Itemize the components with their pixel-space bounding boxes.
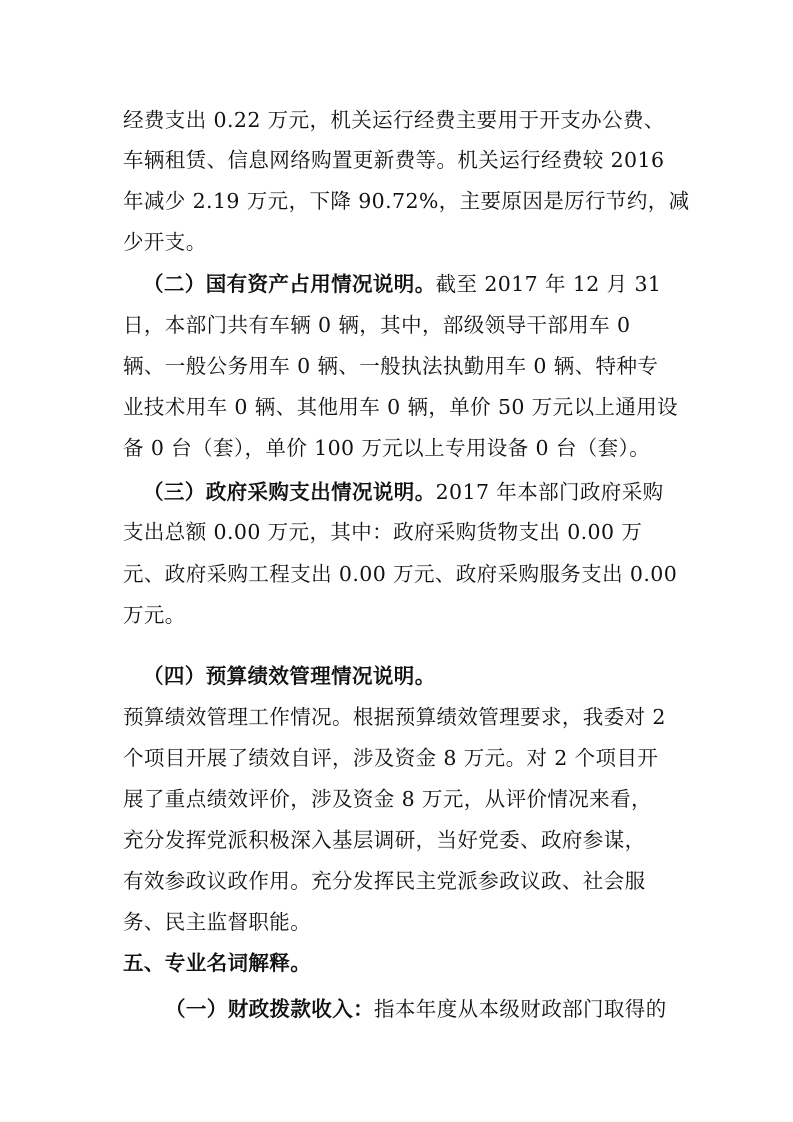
chapter-5-item-1-text: 指本年度从本级财政部门取得的 xyxy=(374,997,667,1021)
body-text-line: 日，本部门共有车辆 0 辆，其中，部级领导干部用车 0 xyxy=(123,313,631,337)
body-text-line: 业技术用车 0 辆、其他用车 0 辆，单价 50 万元以上通用设 xyxy=(123,395,679,419)
body-text-line: 少开支。 xyxy=(123,230,207,254)
section-2-first-line-text: 截至 2017 年 12 月 31 xyxy=(435,272,662,296)
body-text-line: 元、政府采购工程支出 0.00 万元、政府采购服务支出 0.00 xyxy=(123,562,678,586)
section-3-first-line-text: 2017 年本部门政府采购 xyxy=(435,480,664,504)
section-4-heading: （四）预算绩效管理情况说明。 xyxy=(143,664,436,688)
body-text-line: 充分发挥党派积极深入基层调研，当好党委、政府参谋， xyxy=(123,828,646,852)
body-text-line: 年减少 2.19 万元，下降 90.72%，主要原因是厉行节约，减 xyxy=(123,189,690,213)
chapter-5-item-1-line xyxy=(165,995,667,1023)
section-2-heading: （二）国有资产占用情况说明。 xyxy=(143,272,436,296)
section-3-heading: （三）政府采购支出情况说明。 xyxy=(143,480,436,504)
section-2-first-line xyxy=(143,270,661,298)
section-3-first-line xyxy=(143,478,664,506)
chapter-5-item-1-heading: （一）财政拨款收入： xyxy=(165,997,374,1021)
body-text-line: 个项目开展了绩效自评，涉及资金 8 万元。对 2 个项目开 xyxy=(123,746,659,770)
body-text-line: 预算绩效管理工作情况。根据预算绩效管理要求，我委对 2 xyxy=(123,705,666,729)
body-text-line: 备 0 台（套），单价 100 万元以上专用设备 0 台（套）。 xyxy=(123,436,651,460)
body-text-line: 经费支出 0.22 万元，机关运行经费主要用于开支办公费、 xyxy=(123,108,665,132)
chapter-5-heading: 五、专业名词解释。 xyxy=(123,951,312,975)
body-text-line: 支出总额 0.00 万元，其中：政府采购货物支出 0.00 万 xyxy=(123,520,643,544)
body-text-line: 车辆租赁、信息网络购置更新费等。机关运行经费较 2016 xyxy=(123,148,665,172)
body-text-line: 务、民主监督职能。 xyxy=(123,910,312,934)
body-text-line: 展了重点绩效评价，涉及资金 8 万元，从评价情况来看， xyxy=(123,787,652,811)
body-text-line: 万元。 xyxy=(123,603,186,627)
body-text-line: 有效参政议政作用。充分发挥民主党派参政议政、社会服 xyxy=(123,869,646,893)
body-text-line: 辆、一般公务用车 0 辆、一般执法执勤用车 0 辆、特种专 xyxy=(123,354,659,378)
